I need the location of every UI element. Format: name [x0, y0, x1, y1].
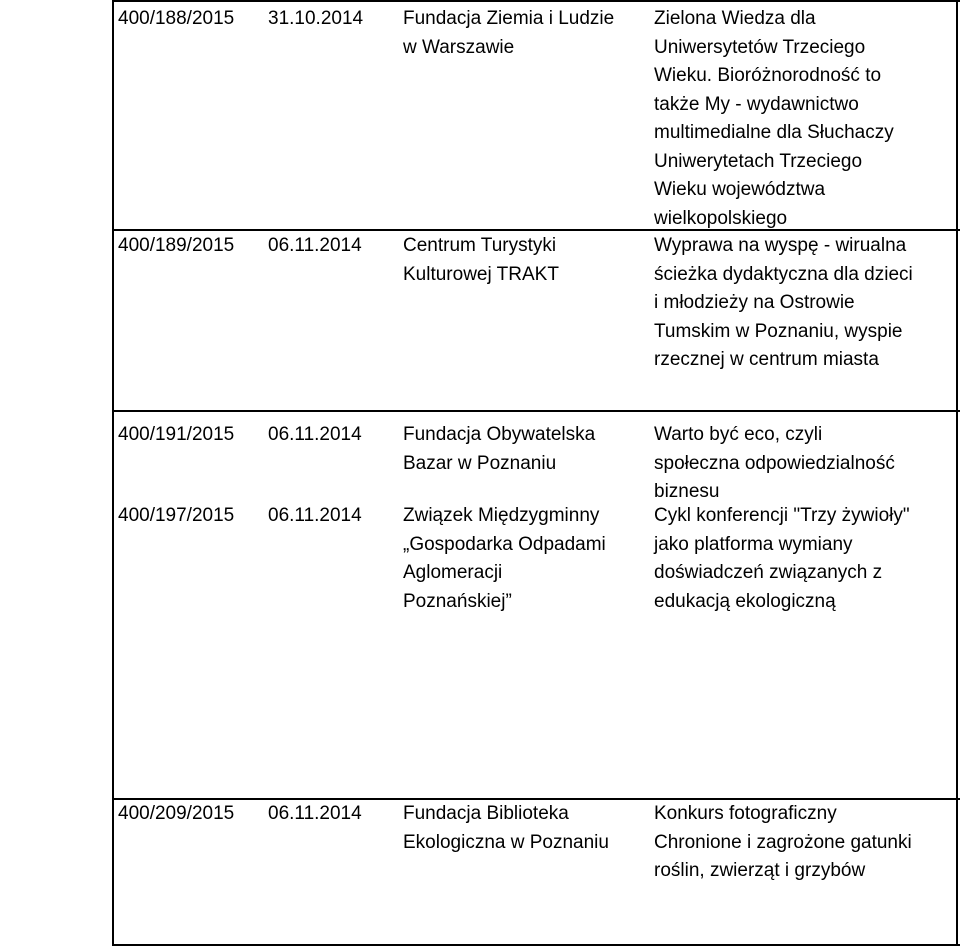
- organization-line: Ekologiczna w Poznaniu: [403, 831, 609, 853]
- project-line: ścieżka dydaktyczna dla dzieci: [654, 263, 913, 285]
- row-date: 31.10.2014: [268, 8, 364, 29]
- organization-line: Fundacja Ziemia i Ludzie: [403, 8, 615, 29]
- organization-line: Aglomeracji: [403, 562, 503, 583]
- row-project: [654, 421, 895, 507]
- table-rule: [112, 410, 960, 412]
- project-line: Cykl konferencji "Trzy żywioły": [654, 505, 910, 526]
- table-rule: [112, 0, 114, 946]
- project-line: jako platforma wymiany: [654, 533, 853, 555]
- organization-line: Kulturowej TRAKT: [403, 263, 559, 285]
- project-line: rzecznej w centrum miasta: [654, 349, 879, 370]
- row-number: 400/188/2015: [118, 8, 235, 29]
- organization-line: „Gospodarka Odpadami: [403, 533, 606, 555]
- row-date: 06.11.2014: [268, 505, 362, 526]
- project-line: Tumskim w Poznaniu, wyspie: [654, 320, 903, 342]
- table-rule: [112, 0, 960, 2]
- row-number: 400/191/2015: [118, 424, 235, 445]
- project-line: multimedialne dla Słuchaczy: [654, 122, 894, 143]
- project-line: doświadczeń związanych z: [654, 562, 883, 583]
- organization-line: Centrum Turystyki: [403, 235, 557, 256]
- row-number: 400/189/2015: [118, 235, 235, 256]
- table-rule: [956, 0, 958, 946]
- project-line: Wyprawa na wyspę - wirualna: [654, 235, 907, 256]
- organization-line: Bazar w Poznaniu: [403, 452, 557, 474]
- row-organization: [403, 5, 614, 62]
- row-organization: [403, 800, 609, 857]
- row-project: [654, 800, 912, 886]
- project-line: wielkopolskiego: [654, 207, 788, 229]
- organization-line: w Warszawie: [403, 36, 515, 58]
- project-line: Konkurs fotograficzny: [654, 803, 837, 824]
- row-organization: [403, 232, 559, 289]
- row-date: 06.11.2014: [268, 803, 362, 824]
- row-date: 06.11.2014: [268, 424, 362, 445]
- project-line: Warto być eco, czyli: [654, 424, 823, 445]
- row-organization: [403, 421, 595, 478]
- row-project: [654, 232, 913, 375]
- project-line: Wieku województwa: [654, 179, 826, 200]
- project-line: i młodzieży na Ostrowie: [654, 292, 855, 313]
- row-project: [654, 5, 894, 233]
- row-number: 400/197/2015: [118, 505, 235, 526]
- project-line: Wieku. Bioróżnorodność to: [654, 65, 882, 86]
- row-number: 400/209/2015: [118, 803, 235, 824]
- project-line: Zielona Wiedza dla: [654, 8, 816, 29]
- project-line: także My - wydawnictwo: [654, 93, 859, 115]
- project-line: roślin, zwierząt i grzybów: [654, 860, 866, 881]
- row-date: 06.11.2014: [268, 235, 362, 256]
- row-project: [654, 502, 910, 616]
- row-organization: [403, 502, 606, 616]
- project-line: Chronione i zagrożone gatunki: [654, 831, 912, 853]
- project-line: społeczna odpowiedzialność: [654, 452, 895, 474]
- organization-line: Fundacja Biblioteka: [403, 803, 569, 824]
- organization-line: Fundacja Obywatelska: [403, 424, 596, 445]
- project-line: biznesu: [654, 481, 720, 502]
- table-rule: [112, 944, 960, 946]
- project-line: Uniwersytetów Trzeciego: [654, 36, 866, 58]
- organization-line: Związek Międzygminny: [403, 505, 600, 526]
- project-line: Uniwerytetach Trzeciego: [654, 150, 863, 172]
- organization-line: Poznańskiej”: [403, 590, 512, 612]
- project-line: edukacją ekologiczną: [654, 590, 836, 612]
